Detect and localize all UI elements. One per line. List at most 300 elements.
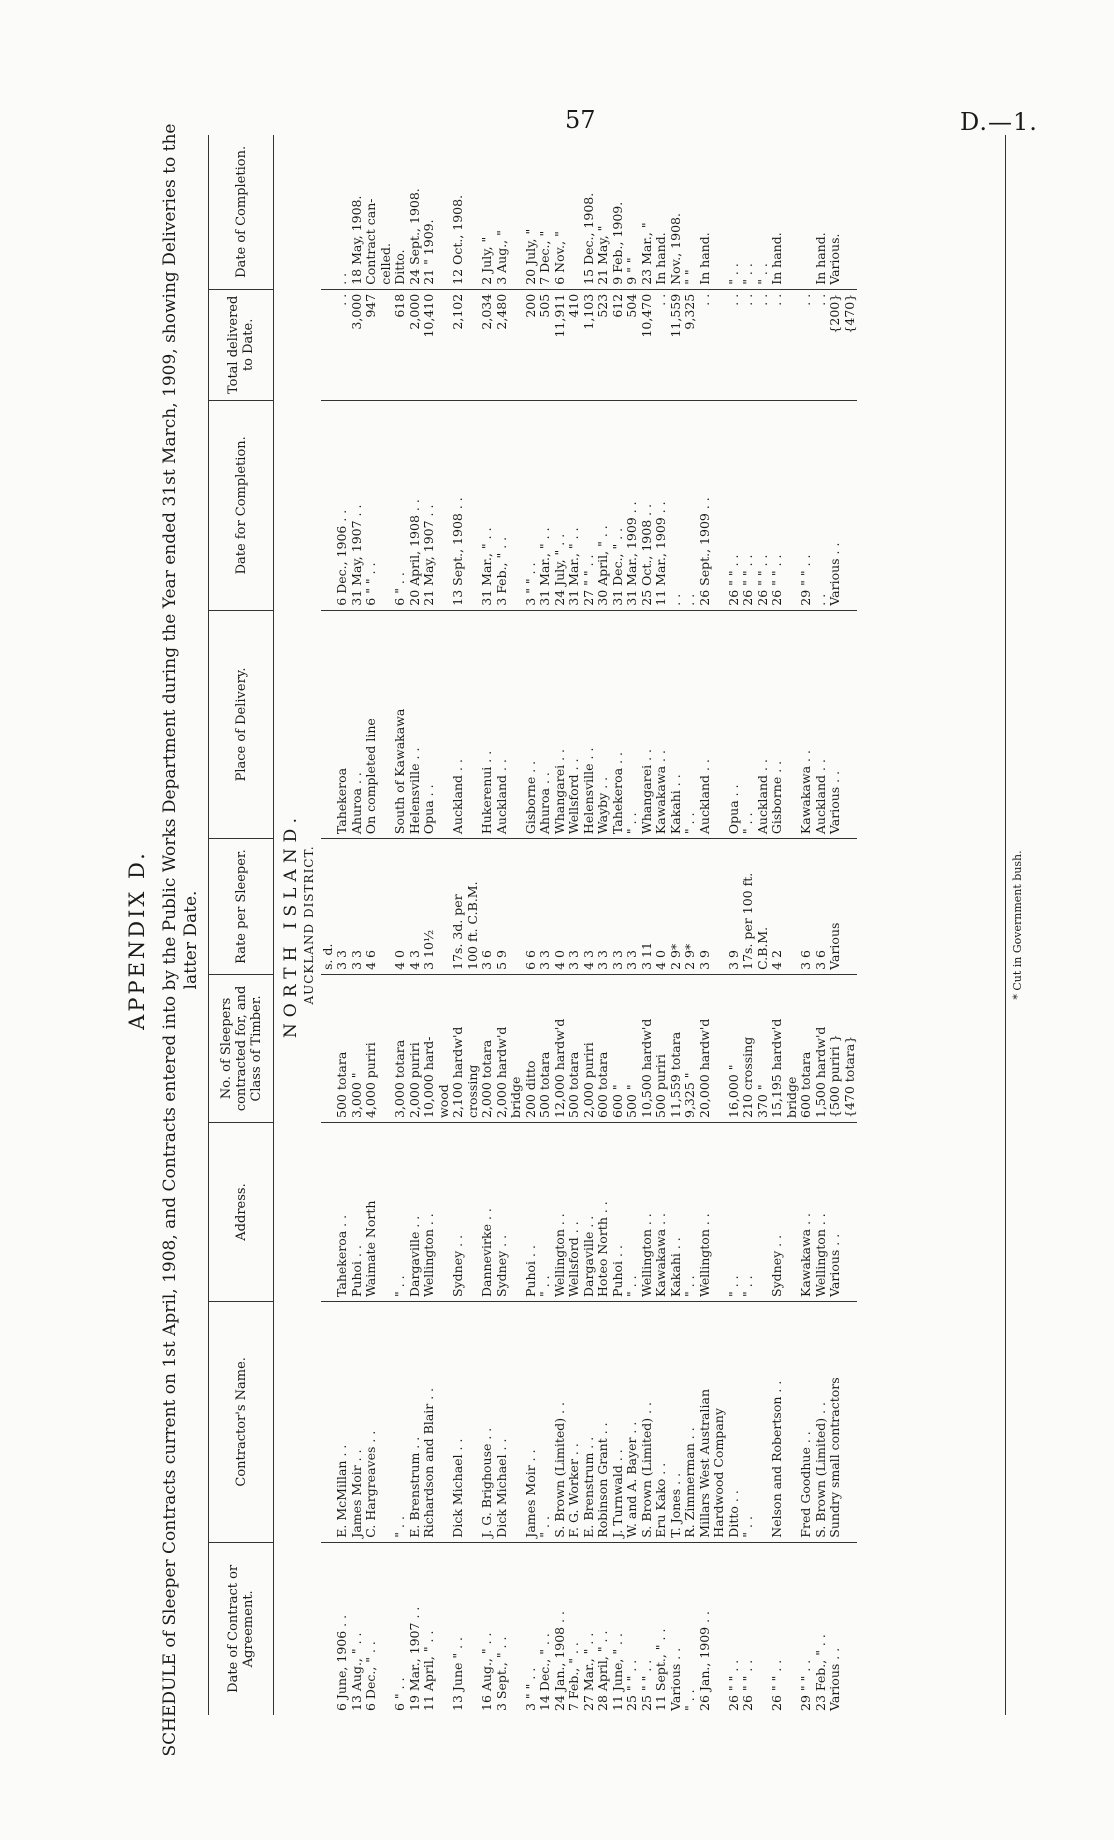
table-cell: 17s. per 100 ft. xyxy=(741,839,756,975)
table-cell: 11,559 totara xyxy=(669,974,684,1122)
table-cell: Ditto . . xyxy=(727,1301,742,1542)
table-cell: 1,103 xyxy=(582,289,597,400)
table-cell: Ahuroa . . xyxy=(350,610,365,838)
table-cell: . . xyxy=(727,289,742,400)
table-cell: 6 " . . xyxy=(393,400,408,610)
table-cell xyxy=(843,1123,858,1302)
footnote: * Cut in Government bush. xyxy=(1011,850,1024,1000)
rotated-schedule-page xyxy=(125,105,1050,1775)
table-cell: . . xyxy=(335,289,350,400)
table-cell: 3 Aug., " xyxy=(495,135,510,289)
table-cell: 15,195 hardw'd xyxy=(770,974,785,1122)
table-cell: 200 ditto xyxy=(524,974,539,1122)
table-cell: 500 " xyxy=(625,974,640,1122)
table-cell: 3 3 xyxy=(596,839,611,975)
table-cell: Various. xyxy=(828,135,843,289)
table-cell xyxy=(437,1542,452,1715)
table-cell: 1,500 hardw'd xyxy=(814,974,829,1122)
table-cell: 21 " 1909. xyxy=(422,135,437,289)
table-cell: S. Brown (Limited) . . xyxy=(553,1301,568,1542)
table-cell: " . . xyxy=(741,610,756,838)
column-header: Date of Completion. xyxy=(209,135,274,289)
table-cell: 26 " " . . xyxy=(740,1659,755,1711)
table-row xyxy=(611,135,626,1715)
table-cell: 26 " " . . xyxy=(756,400,771,610)
table-cell: . . xyxy=(335,135,350,289)
table-row xyxy=(785,135,800,1715)
report-reference: D.—1. xyxy=(960,108,1038,136)
table-cell: 7 Dec., " xyxy=(538,135,553,289)
column-header: Date for Completion. xyxy=(209,400,274,610)
table-cell xyxy=(843,1542,858,1715)
table-cell: F. G. Worker . . xyxy=(567,1301,582,1542)
table-cell: S. Brown (Limited) . . xyxy=(814,1301,829,1542)
table-cell: 21 May, " xyxy=(596,135,611,289)
table-cell: 9,325 " xyxy=(683,974,698,1122)
table-cell: Sydney . . xyxy=(495,1123,510,1302)
table-cell: Wellsford . . xyxy=(567,610,582,838)
table-cell: 23 Mar., " xyxy=(640,135,655,289)
table-cell: 600 totara xyxy=(596,974,611,1122)
table-row xyxy=(582,135,597,1715)
table-cell: Auckland . . xyxy=(451,610,466,838)
table-cell: 16,000 " xyxy=(727,974,742,1122)
table-cell xyxy=(712,610,727,838)
table-cell: 13 June " . . xyxy=(450,1636,465,1711)
table-cell: 13 Sept., 1908 . . xyxy=(451,400,466,610)
table-cell: Hoteo North . . xyxy=(596,1123,611,1302)
table-cell: Richardson and Blair . . xyxy=(422,1301,437,1542)
table-row xyxy=(799,135,814,1715)
table-cell: . . xyxy=(698,289,713,400)
table-cell: 20,000 hardw'd xyxy=(698,974,713,1122)
table-cell: S. Brown (Limited) . . xyxy=(640,1301,655,1542)
table-cell: 2,000 totara xyxy=(480,974,495,1122)
table-cell: 20 July, " xyxy=(524,135,539,289)
table-row xyxy=(422,135,437,1715)
table-cell: " . . xyxy=(741,1123,756,1302)
table-cell: Contract can- xyxy=(364,135,379,289)
table-cell: Various . . xyxy=(667,1647,683,1711)
table-cell: 7 Feb., " . . xyxy=(566,1642,581,1711)
table-cell: 2,102 xyxy=(451,289,466,400)
table-cell: 25 " " . . xyxy=(638,1659,654,1711)
table-cell: 10,470 xyxy=(640,289,655,400)
table-cell: Wellington . . xyxy=(698,1123,713,1302)
table-cell: 11 Mar., 1909 . . xyxy=(654,400,669,610)
table-cell: 2,000 puriri xyxy=(408,974,423,1122)
table-cell: 3 9 xyxy=(727,839,742,975)
table-cell xyxy=(379,974,394,1122)
table-row xyxy=(509,135,524,1715)
table-cell: 31 Mar., " . . xyxy=(480,400,495,610)
table-cell xyxy=(509,1301,524,1542)
table-cell: Gisborne . . xyxy=(770,610,785,838)
table-cell: E. Brenstrum . . xyxy=(408,1301,423,1542)
district-heading-row xyxy=(274,135,321,1715)
table-cell: 4 0 xyxy=(393,839,408,975)
table-cell: 10,410 xyxy=(422,289,437,400)
table-cell xyxy=(379,839,394,975)
table-cell: " . . xyxy=(741,135,756,289)
table-cell: Various . . xyxy=(828,1123,843,1302)
table-cell: 18 May, 1908. xyxy=(350,135,365,289)
table-cell: 6 6 xyxy=(524,839,539,975)
table-cell xyxy=(509,610,524,838)
table-cell: crossing xyxy=(466,974,481,1122)
table-cell: 29 " " . . xyxy=(799,400,814,610)
column-header: Date of Contract or Agreement. xyxy=(209,1542,274,1715)
table-cell xyxy=(712,1542,727,1715)
table-cell: wood xyxy=(437,974,452,1122)
table-row xyxy=(350,135,365,1715)
table-cell: Kawakawa . . xyxy=(654,610,669,838)
table-cell: 4 6 xyxy=(364,839,379,975)
table-cell: . . xyxy=(669,400,684,610)
page-number: 57 xyxy=(565,106,596,134)
table-cell: " . . xyxy=(682,1689,697,1711)
table-cell: T. Jones . . xyxy=(669,1301,684,1542)
table-cell: In hand. xyxy=(814,135,829,289)
table-cell: Kakahi . . xyxy=(669,610,684,838)
table-cell: 2,000 hardw'd xyxy=(495,974,510,1122)
table-cell: Robinson Grant . . xyxy=(596,1301,611,1542)
table-cell: 2,000 puriri xyxy=(582,974,597,1122)
table-cell: 10,000 hard- xyxy=(422,974,437,1122)
table-cell: 2,100 hardw'd xyxy=(451,974,466,1122)
table-cell: Opua . . xyxy=(727,610,742,838)
table-cell xyxy=(321,974,336,1122)
table-cell: " . . xyxy=(625,1123,640,1302)
table-cell: " " xyxy=(683,135,698,289)
table-cell: 26 " " . . xyxy=(770,400,785,610)
table-cell: 14 Dec., " . . xyxy=(537,1633,552,1711)
table-cell: 27 Mar., " . . xyxy=(580,1632,596,1711)
table-cell: R. Zimmerman . . xyxy=(683,1301,698,1542)
table-cell: 100 ft. C.B.M. xyxy=(466,839,481,975)
table-cell xyxy=(466,289,481,400)
table-row xyxy=(843,135,858,1715)
table-cell xyxy=(785,610,800,838)
table-cell: 15 Dec., 1908. xyxy=(582,135,597,289)
table-cell: Sundry small contractors xyxy=(828,1301,843,1542)
table-cell xyxy=(437,839,452,975)
island-heading: NORTH ISLAND. xyxy=(281,811,301,1039)
table-cell: Helensville . . xyxy=(582,610,597,838)
table-row xyxy=(756,135,771,1715)
table-cell: Dick Michael . . xyxy=(495,1301,510,1542)
table-cell: {500 puriri } xyxy=(828,974,843,1122)
table-cell: Whangarei . . xyxy=(553,610,568,838)
table-cell: 3 3 xyxy=(335,839,350,975)
table-cell: Puhoi . . xyxy=(524,1123,539,1302)
table-cell: . . xyxy=(756,289,771,400)
table-cell: 200 xyxy=(524,289,539,400)
table-cell: 13 Aug., " . . xyxy=(348,1632,364,1711)
table-cell: Various . . xyxy=(827,1647,842,1711)
table-cell xyxy=(321,1542,336,1715)
table-cell xyxy=(466,1542,481,1715)
table-cell: 3 6 xyxy=(799,839,814,975)
table-cell: {470} xyxy=(843,289,858,400)
table-cell: Nov., 1908. xyxy=(669,135,684,289)
table-cell: Opua . . xyxy=(422,610,437,838)
table-cell: 2 9* xyxy=(669,839,684,975)
table-cell xyxy=(437,289,452,400)
table-cell xyxy=(712,135,727,289)
table-cell: 31 Mar., 1909 . . xyxy=(625,400,640,610)
table-cell: James Moir . . xyxy=(350,1301,365,1542)
table-row xyxy=(698,135,713,1715)
table-cell xyxy=(843,839,858,975)
table-cell xyxy=(799,135,814,289)
table-row xyxy=(379,135,394,1715)
table-row xyxy=(828,135,843,1715)
table-cell xyxy=(712,974,727,1122)
table-cell: 3 6 xyxy=(814,839,829,975)
table-cell: Dargaville . . xyxy=(582,1123,597,1302)
table-row xyxy=(683,135,698,1715)
table-cell: 6 Dec., 1906 . . xyxy=(335,400,350,610)
table-cell: 20 April, 1908 . . xyxy=(408,400,423,610)
appendix-title: APPENDIX D. xyxy=(125,850,149,1030)
table-cell: 24 Jan., 1908 . . xyxy=(551,1610,567,1711)
table-cell: 4 2 xyxy=(770,839,785,975)
table-cell: Puhoi . . xyxy=(611,1123,626,1302)
table-cell: 505 xyxy=(538,289,553,400)
table-cell xyxy=(785,839,800,975)
table-cell: Nelson and Robertson . . xyxy=(770,1301,785,1542)
table-cell: 3 Feb., " . . xyxy=(495,400,510,610)
table-cell: 612 xyxy=(611,289,626,400)
table-cell: 31 May, 1907 . . xyxy=(350,400,365,610)
table-cell: 24 July, " . . xyxy=(553,400,568,610)
table-cell: Helensville . . xyxy=(408,610,423,838)
table-cell: 500 totara xyxy=(538,974,553,1122)
table-cell: 11,559 xyxy=(669,289,684,400)
table-cell xyxy=(466,400,481,610)
table-cell xyxy=(785,135,800,289)
table-cell xyxy=(843,610,858,838)
table-cell: " . . xyxy=(393,1301,408,1542)
table-cell: 26 " " . . xyxy=(741,400,756,610)
table-cell: Auckland . . xyxy=(698,610,713,838)
table-row xyxy=(335,135,350,1715)
table-row xyxy=(712,135,727,1715)
table-cell: 2 July, " xyxy=(480,135,495,289)
table-cell: E. Brenstrum . . xyxy=(582,1301,597,1542)
column-header: Total delivered to Date. xyxy=(209,289,274,400)
table-cell: 3 3 xyxy=(625,839,640,975)
table-cell: J. Turnwald . . xyxy=(611,1301,626,1542)
table-cell: 10,500 hardw'd xyxy=(640,974,655,1122)
table-cell xyxy=(321,135,336,289)
table-cell: 3 3 xyxy=(538,839,553,975)
table-cell: 2 9* xyxy=(683,839,698,975)
table-cell xyxy=(379,1542,394,1715)
column-header: No. of Sleepers contracted for, and Class of Timber. xyxy=(209,974,274,1122)
table-cell: Dannevirke . . xyxy=(480,1123,495,1302)
table-cell: 9 " " xyxy=(625,135,640,289)
table-cell: Hardwood Company xyxy=(712,1301,727,1542)
table-row xyxy=(451,135,466,1715)
table-cell: Ahuroa . . xyxy=(538,610,553,838)
table-cell: 26 " " . . xyxy=(727,400,742,610)
table-cell: 4 3 xyxy=(582,839,597,975)
table-header-row xyxy=(209,135,274,1715)
table-row xyxy=(480,135,495,1715)
table-cell: 25 " " . . xyxy=(624,1659,639,1711)
table-cell: 2,034 xyxy=(480,289,495,400)
table-cell xyxy=(785,1301,800,1542)
table-cell xyxy=(466,1123,481,1302)
table-cell: 26 Jan., 1909 . . xyxy=(696,1610,712,1711)
table-cell: 11 April, " . . xyxy=(421,1630,436,1711)
column-header: Place of Delivery. xyxy=(209,610,274,838)
table-cell: Kawakawa . . xyxy=(799,1123,814,1302)
table-cell: {200} xyxy=(828,289,843,400)
table-cell xyxy=(437,610,452,838)
table-cell: 4 0 xyxy=(553,839,568,975)
table-row xyxy=(393,135,408,1715)
table-cell: Auckland . . xyxy=(814,610,829,838)
table-cell: 523 xyxy=(596,289,611,400)
table-cell: 6 " . . xyxy=(392,1677,407,1711)
table-cell: 12,000 hardw'd xyxy=(553,974,568,1122)
table-cell: " . . xyxy=(683,610,698,838)
table-cell xyxy=(756,1123,771,1302)
table-row xyxy=(364,135,379,1715)
table-cell: 3 11 xyxy=(640,839,655,975)
table-cell: Wayby . . xyxy=(596,610,611,838)
table-cell: 6 " " . . xyxy=(364,400,379,610)
table-cell: Sydney . . xyxy=(770,1123,785,1302)
table-cell: C.B.M. xyxy=(756,839,771,975)
table-cell: " . . xyxy=(538,1123,553,1302)
table-cell: 210 crossing xyxy=(741,974,756,1122)
table-cell xyxy=(712,1123,727,1302)
table-cell xyxy=(379,400,394,610)
table-cell: 11 Sept., " . . xyxy=(653,1628,668,1711)
table-cell: 28 April, " . . xyxy=(595,1630,610,1711)
table-cell xyxy=(509,1542,524,1715)
table-cell: 3 3 xyxy=(567,839,582,975)
table-cell: . . xyxy=(770,289,785,400)
table-cell: 11,911 xyxy=(553,289,568,400)
table-cell: Sydney . . xyxy=(451,1123,466,1302)
table-cell: Eru Kako . . xyxy=(654,1301,669,1542)
table-cell: " . . xyxy=(625,610,640,838)
table-row xyxy=(741,135,756,1715)
table-row xyxy=(814,135,829,1715)
table-cell: Tahekeroa xyxy=(335,610,350,838)
table-cell xyxy=(437,1123,452,1302)
table-cell xyxy=(379,289,394,400)
table-cell: 600 totara xyxy=(799,974,814,1122)
table-cell xyxy=(509,289,524,400)
table-row xyxy=(727,135,742,1715)
table-cell: 31 Mar., " . . xyxy=(538,400,553,610)
table-cell xyxy=(321,1301,336,1542)
table-cell xyxy=(466,610,481,838)
table-cell: 31 Dec., " . . xyxy=(611,400,626,610)
table-cell xyxy=(712,289,727,400)
table-row xyxy=(524,135,539,1715)
table-cell xyxy=(321,610,336,838)
table-cell xyxy=(321,400,336,610)
table-cell: " . . xyxy=(393,1123,408,1302)
table-cell: 5 9 xyxy=(495,839,510,975)
table-row xyxy=(567,135,582,1715)
footer-rule xyxy=(1005,135,1006,1715)
table-cell: Dick Michael . . xyxy=(451,1301,466,1542)
table-row xyxy=(553,135,568,1715)
table-cell xyxy=(321,289,336,400)
table-cell: J. G. Brighouse . . xyxy=(480,1301,495,1542)
table-cell: Tahekeroa . . xyxy=(335,1123,350,1302)
district-heading: AUCKLAND DISTRICT. xyxy=(302,845,316,1005)
table-cell: 410 xyxy=(567,289,582,400)
table-cell: 11 June, " . . xyxy=(609,1633,625,1711)
table-row xyxy=(495,135,510,1715)
table-cell: " . . xyxy=(727,135,742,289)
table-cell: s. d. xyxy=(321,839,336,975)
table-cell: Gisborne . . xyxy=(524,610,539,838)
table-cell: bridge xyxy=(785,974,800,1122)
table-cell: Wellington . . xyxy=(640,1123,655,1302)
table-cell: 29 " " . . xyxy=(798,1659,813,1711)
table-cell: 4 0 xyxy=(654,839,669,975)
table-cell: " . . xyxy=(538,1301,553,1542)
table-cell: Millars West Australian xyxy=(698,1301,713,1542)
table-cell xyxy=(509,839,524,975)
table-row xyxy=(538,135,553,1715)
table-cell: 4,000 puriri xyxy=(364,974,379,1122)
table-cell: 3 9 xyxy=(698,839,713,975)
table-cell: 25 Oct., 1908 . . xyxy=(640,400,655,610)
table-cell: W. and A. Bayer . . xyxy=(625,1301,640,1542)
table-row xyxy=(437,135,452,1715)
table-cell: 3 10½ xyxy=(422,839,437,975)
table-cell: 17s. 3d. per xyxy=(451,839,466,975)
column-header: Address. xyxy=(209,1123,274,1302)
column-header: Rate per Sleeper. xyxy=(209,839,274,975)
table-cell: 947 xyxy=(364,289,379,400)
table-cell: 2,000 xyxy=(408,289,423,400)
table-cell: Hukerenui . . xyxy=(480,610,495,838)
table-cell: 6 Dec., " . . xyxy=(363,1641,378,1711)
table-cell: Ditto. xyxy=(393,135,408,289)
table-cell: Auckland . . xyxy=(495,610,510,838)
table-cell xyxy=(509,135,524,289)
table-row xyxy=(625,135,640,1715)
table-cell: Various . . xyxy=(828,400,843,610)
table-cell xyxy=(466,135,481,289)
table-cell xyxy=(756,1542,771,1715)
table-cell: Wellsford . . xyxy=(567,1123,582,1302)
table-cell xyxy=(466,1301,481,1542)
table-row xyxy=(596,135,611,1715)
table-cell: Fred Goodhue . . xyxy=(799,1301,814,1542)
table-cell: Kawakawa . . xyxy=(654,1123,669,1302)
table-cell: 9 Feb., 1909. xyxy=(611,135,626,289)
table-cell: Various xyxy=(828,839,843,975)
table-cell xyxy=(785,289,800,400)
table-cell: . . xyxy=(683,400,698,610)
table-cell: In hand. xyxy=(770,135,785,289)
table-cell: 500 totara xyxy=(335,974,350,1122)
table-cell xyxy=(437,135,452,289)
